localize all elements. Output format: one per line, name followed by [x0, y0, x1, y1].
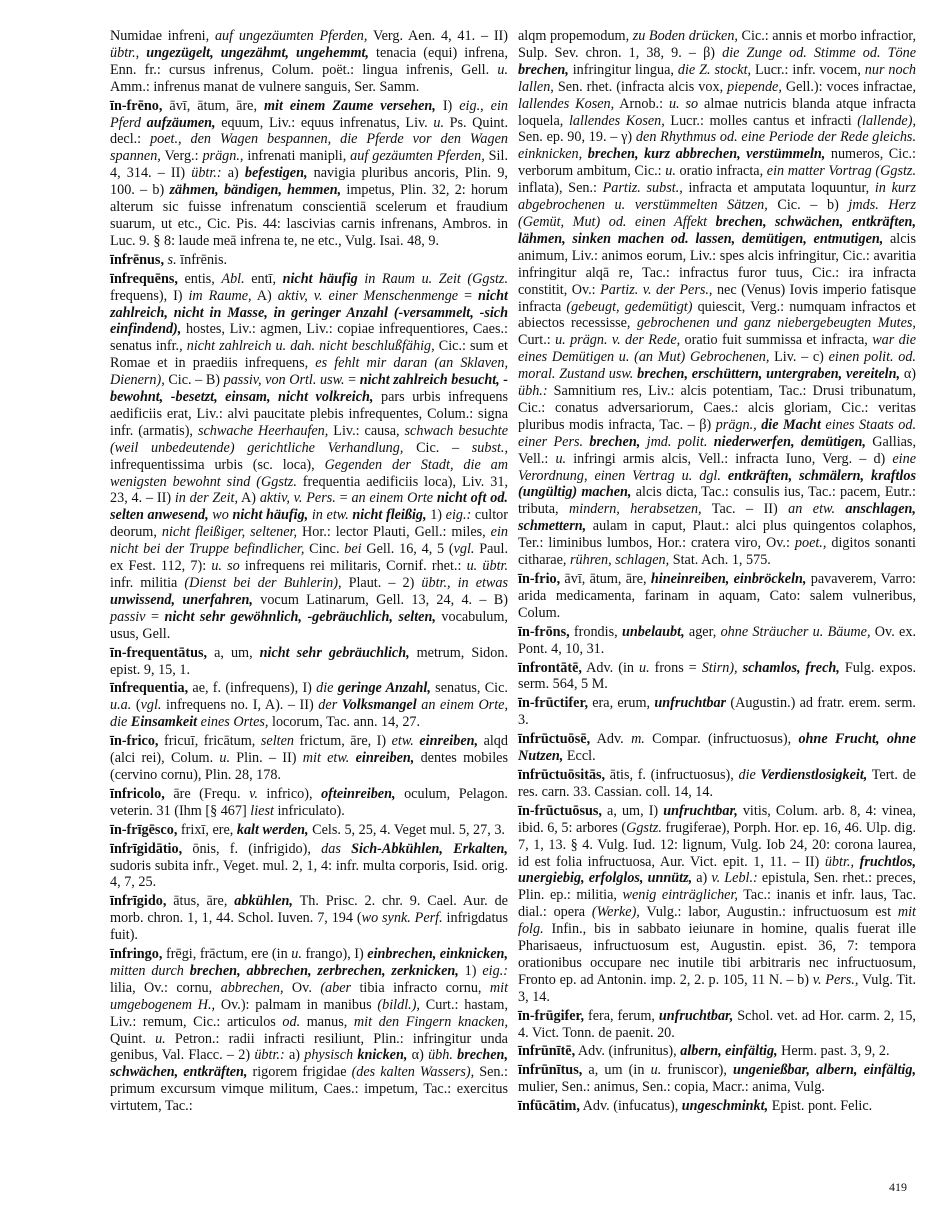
entry-body: a, um, nicht sehr gebräuchlich, metrum, Sidon. epist. 9, 15, 1. [110, 644, 508, 678]
dictionary-entry [110, 98, 508, 250]
entry-headword: īn-frōns, [518, 623, 570, 640]
entry-headword: īnfrūctuōsē, [518, 731, 591, 748]
right-column [518, 28, 916, 1117]
dictionary-entry [518, 1098, 916, 1115]
dictionary-entry [110, 271, 508, 643]
dictionary-entry [518, 695, 916, 729]
entry-body: s. īnfrēnis. [167, 251, 228, 268]
entry-body: Adv. m. Compar. (infructuosus), ohne Frucht, ohne Nutzen, Eccl. [518, 731, 916, 765]
entry-body: fricuī, fricātum, selten frictum, āre, I) etw. einreiben, alqd (alci rei), Colum. u. Plin. – II) mit etw. einreiben, dentes mobiles (cervino cornu), Plin. 28, 178. [110, 733, 508, 783]
entry-body: frixī, ere, kalt werden, Cels. 5, 25, 4. Veget mul. 5, 27, 3. [177, 821, 505, 838]
entry-body: frondis, unbelaubt, ager, ohne Sträucher u. Bäume, Ov. ex. Pont. 4, 10, 31. [518, 623, 916, 657]
entry-headword: īnfrontātē, [518, 659, 582, 676]
page-number: 419 [889, 1180, 907, 1194]
dictionary-entry [110, 680, 508, 731]
entry-headword: īnfrūctuōsitās, [518, 766, 606, 783]
entry-body: ātis, f. (infructuosus), die Verdienstlosigkeit, Tert. de res. carn. 33. Cassian. coll. 14, 14. [518, 766, 916, 800]
entry-body: Numidae infreni, auf ungezäumten Pferden, Verg. Aen. 4, 41. – II) übtr., ungezügelt, ungezähmt, ungehemmt, tenacia (equi) infrena, Enn. fr.: cursus infrenus, Colum. poët.: lingua infrenis, Gell. u. Amm.: infrenus manat de vulnere sanguis, Ser. Samm. [110, 28, 508, 95]
entry-headword: īnfricolo, [110, 785, 165, 802]
entry-headword: īnfrēnus, [110, 251, 164, 268]
dictionary-entry [110, 252, 508, 269]
entry-body: āre (Frequ. v. infrico), ofteinreiben, oculum, Pelagon. veterin. 31 (Ihm [§ 467] liest infriculato). [110, 785, 508, 819]
entry-headword: īn-frūgifer, [518, 1007, 585, 1024]
dictionary-entry [110, 28, 508, 96]
dictionary-entry [110, 946, 508, 1115]
entry-body: fera, ferum, unfruchtbar, Schol. vet. ad Hor. carm. 2, 15, 4. Vict. Tonn. de paenit. 20. [518, 1007, 916, 1041]
entry-body: āvī, ātum, āre, mit einem Zaume versehen, I) eig., ein Pferd aufzäumen, equum, Liv.: equus infrenatus, Liv. u. Ps. Quint. decl.: poet., den Wagen bespannen, die Pferde vor den Wagen spannen, Verg.: prägn., infrenati manipli, auf gezäumten Pferden, Sil. 4, 314. – II) übtr.: a) befestigen, navigia pluribus ancoris, Plin. 9, 100. – b) zähmen, bändigen, hemmen, impetus, Plin. 32, 2: horum alterum sic fuisse infrenatum conscientiā scelerum et fraudium suarum, ut etc., Cic. Pis. 44: lascivias carnis infrenans, Ambros. in Luc. 9. § 8: laude meā infrena te, ne etc., Vulg. Isai. 48, 9. [110, 97, 509, 249]
entry-headword: īn-frūctuōsus, [518, 802, 602, 819]
entry-headword: īn-frequentātus, [110, 644, 208, 661]
dictionary-entry [518, 660, 916, 694]
entry-headword: īnfrūnītē, [518, 1043, 576, 1060]
entry-headword: īnfrequentia, [110, 680, 189, 697]
dictionary-entry [110, 841, 508, 892]
entry-body: Adv. (in u. frons = Stirn), schamlos, frech, Fulg. expos. serm. 564, 5 M. [518, 659, 917, 693]
dictionary-entry [518, 1008, 916, 1042]
left-column [110, 28, 508, 1117]
dictionary-entry [518, 767, 916, 801]
dictionary-entry [518, 1043, 916, 1060]
entry-body: a, um, I) unfruchtbar, vitis, Colum. arb. 8, 4: vinea, ibid. 6, 5: arbores (Ggstz. frugiferae), Porph. Hor. ep. 16, 46. Ulp. dig. 7, 1, 13. § 4. Vulg. Iud. 12: lignum, Vulg. Iob 24, 20: corona laurea, id est folia infructuosa, Aur. Vict. epit. 1, 11. – II) übtr., fruchtlos, unergiebig, erfolglos, unnütz, a) v. Lebl.: epistula, Sen. rhet.: preces, Plin. ep.: militia, wenig einträglicher, Tac.: inanis et infr. laus, Tac. dial.: opera (Werke), Vulg.: labor, Augustin.: infructuosum est mit folg. Infin., bis in sabbato ieiunare in homine, qualis fuerat ille Pharisaeus, infructuosum est, Augustin. epist. 36, 7: tempora orationibus occupare nec inutile tibi arbitraris nec infructuosum, Fronto ep. ad Antonin. imp. 2, 2. p. 105, 11 N. – b) v. Pers., Vulg. Tit. 3, 14. [518, 802, 917, 1005]
entry-body: ōnis, f. (infrigido), das Sich-Abkühlen, Erkalten, sudoris subita infr., Veget. mul. 2, 1, 4: infr. multa corporis, Isid. orig. 4, 7, 25. [110, 840, 508, 891]
dictionary-entry [518, 1062, 916, 1096]
dictionary-entry [110, 786, 508, 820]
entry-headword: īnfringo, [110, 946, 163, 963]
entry-headword: īnfūcātim, [518, 1098, 580, 1115]
dictionary-entry [110, 822, 508, 839]
entry-headword: īnfrequēns, [110, 270, 178, 287]
dictionary-entry [518, 731, 916, 765]
entry-body: alqm propemodum, zu Boden drücken, Cic.: annis et morbo infractior, Sulp. Sev. chron. 1, 38, 9. – β) die Zunge od. Stimme od. Töne brechen, infringitur lingua, die Z. stockt, Lucr.: infr. vocem, nur noch lallen, Sen. rhet. (infracta alcis vox, piepende, Gell.): voces infractae, lallendes Kosen, Arnob.: u. so almae nutricis blanda atque infracta loquela, lallendes Kosen, Lucr.: molles cantus et infracti (lallende), Sen. ep. 90, 19. – γ) den Rhythmus od. eine Periode der Rede gleichs. einknicken, brechen, kurz abbrechen, verstümmeln, numeros, Cic.: verborum ambitum, Cic.: u. oratio infracta, ein matter Vortrag (Ggstz. inflata), Sen.: Partiz. subst., infracta et amputata loquuntur, in kurz abgebrochenen u. verstümmelten Sätzen, Cic. – b) jmds. Herz (Gemüt, Mut) od. einen Affekt brechen, schwächen, entkräften, lähmen, sinken machen od. lassen, demütigen, entmutigen, alcis animum, Liv.: animos eorum, Liv.: spes alcis infringitur, Cic.: avaritia infringitur alqā re, Tac.: infractus furor tuus, Cic.: ira infracta constitit, Ov.: Partiz. v. der Pers., nec (Venus) Iovis imperio fatisque infracta (gebeugt, gedemütigt) quiescit, Verg.: numquam infractos et abiectos recessisse, gebrochenen und ganz niebergebeugten Mutes, Curt.: u. prägn. v. der Rede, oratio fuit summissa et infracta, war die eines Demütigen u. (an Mut) Gebrochenen, Liv. – c) einen polit. od. moral. Zustand usw. brechen, erschüttern, untergraben, vereiteln, α) übh.: Samnitium res, Liv.: alcis potentiam, Tac.: Drusi tribunatum, Cic.: conatus adversariorum, Caes.: alcis gloriam, Cic.: veritas pluribus modis infracta, Tac. – β) prägn., die Macht eines Staats od. einer Pers. brechen, jmd. polit. niederwerfen, demütigen, Gallias, Vell.: u. infringi armis alcis, Vell.: infracta Iuno, Verg. – d) eine Verordnung, einen Vertrag u. dgl. entkräften, schmälern, kraftlos (ungültig) machen, alcis dicta, Tac.: consulis ius, Tac.: pacem, Eutr.: tributa, mindern, herabsetzen, Tac. – II) an etw. anschlagen, schmettern, aulam in caput, Plaut.: alci plus quingentos colaphos, Ter.: liminibus lumbos, Hor.: cratera viro, Ov.: poet., digitos sonanti citharae, rühren, schlagen, Stat. Ach. 1, 575. [518, 28, 917, 569]
dictionary-entry [110, 645, 508, 679]
entry-body: āvī, ātum, āre, hineinreiben, einbröckeln, pavaverem, Varro: arida medicamenta, farinam in aquam, Cato: salem vulneribus, Colum. [518, 571, 916, 621]
entry-body: ae, f. (infrequens), I) die geringe Anzahl, senatus, Cic. u.a. (vgl. infrequens no. I, A). – II) der Volksmangel an einem Orte, die Einsamkeit eines Ortes, locorum, Tac. ann. 14, 27. [110, 680, 508, 731]
entry-body: era, erum, unfruchtbar (Augustin.) ad fratr. erem. serm. 3. [518, 695, 916, 729]
entry-headword: īnfrīgido, [110, 893, 167, 910]
dictionary-entry [518, 803, 916, 1006]
dictionary-entry [518, 624, 916, 658]
entry-headword: īn-frīgēsco, [110, 821, 178, 838]
entry-headword: īn-frūctifer, [518, 695, 588, 712]
entry-body: ātus, āre, abkühlen, Th. Prisc. 2. chr. 9. Cael. Aur. de morb. chron. 1, 1, 44. Schol. Iuven. 7, 194 (wo synk. Perf. infrigdatus fuit). [110, 893, 508, 944]
entry-body: Adv. (infucatus), ungeschminkt, Epist. pont. Felic. [579, 1098, 873, 1115]
entry-headword: īn-frēno, [110, 97, 163, 114]
dictionary-entry [518, 571, 916, 622]
entry-body: a, um (in u. fruniscor), ungenießbar, albern, einfältig, mulier, Sen.: animus, Sen.: copia, Macr.: anima, Vulg. [518, 1062, 916, 1096]
entry-headword: īn-frico, [110, 733, 159, 750]
entry-body: frēgi, frāctum, ere (in u. frango), I) einbrechen, einknicken, mitten durch brechen, abbrechen, zerbrechen, zerknicken, 1) eig.: lilia, Ov.: cornu, abbrechen, Ov. (aber tibia infracto cornu, mit umgebogenem H., Ov.): palmam in manibus (bildl.), Curt.: hastam, Liv.: remum, Cic.: articulos od. manus, mit den Fingern knacken, Quint. u. Petron.: radii infracti resiliunt, Plin.: infringitur unda genibus, Val. Flacc. – 2) übtr.: a) physisch knicken, α) übh. brechen, schwächen, entkräften, rigorem frigidae (des kalten Wassers), Sen.: primum excursum vimque militum, Caes.: impetum, Tac.: exercitus virtutem, Tac.: [110, 946, 509, 1115]
dictionary-entry [518, 28, 916, 569]
entry-headword: īnfrūnītus, [518, 1062, 583, 1079]
dictionary-entry [110, 893, 508, 944]
entry-body: Adv. (infrunitus), albern, einfältig, Herm. past. 3, 9, 2. [575, 1043, 890, 1060]
dictionary-entry [110, 733, 508, 784]
entry-body: entis, Abl. entī, nicht häufig in Raum u. Zeit (Ggstz. frequens), I) im Raume, A) aktiv, v. einer Menschenmenge = nicht zahlreich, nicht in Masse, in geringer Anzahl (-versammelt, -sich einfindend), hostes, Liv.: agmen, Liv.: copiae infrequentiores, Caes.: senatus infr., nicht zahlreich u. dah. nicht beschlußfähig, Cic.: sum et Romae et in praediis infrequens, es fehlt mir daran (an Sklaven, Dienern), Cic. – B) passiv, von Ortl. usw. = nicht zahlreich besucht, -bewohnt, -besetzt, einsam, nicht volkreich, pars urbis infrequens aedificiis erat, Liv.: alvi paucitate plebis infrequentes, Colum.: signa infr. (armatis), schwache Heerhaufen, Liv.: causa, schwach besuchte (weil unbedeutende) gerichtliche Verhandlung, Cic. – subst., infrequentissima urbis (sc. loca), Gegenden der Stadt, die am wenigsten bewohnt sind (Ggstz. frequentia aedificiis loca), Liv. 31, 23, 4. – II) in der Zeit, A) aktiv, v. Pers. = an einem Orte nicht oft od. selten anwesend, wo nicht häufig, in etw. nicht fleißig, 1) eig.: cultor deorum, nicht fleißiger, seltener, Hor.: lector Plauti, Gell.: miles, ein nicht bei der Truppe befindlicher, Cinc. bei Gell. 16, 4, 5 (vgl. Paul. ex Fest. 112, 7): u. so infrequens rei militaris, Cornif. rhet.: u. übtr. infr. militia (Dienst bei der Buhlerin), Plaut. – 2) übtr., in etwas unwissend, unerfahren, vocum Latinarum, Gell. 13, 24, 4. – B) passiv = nicht sehr gewöhnlich, -gebräuchlich, selten, vocabulum, usus, Gell. [110, 270, 509, 642]
entry-headword: īnfrīgidātio, [110, 840, 183, 857]
entry-headword: īn-frio, [518, 571, 561, 587]
